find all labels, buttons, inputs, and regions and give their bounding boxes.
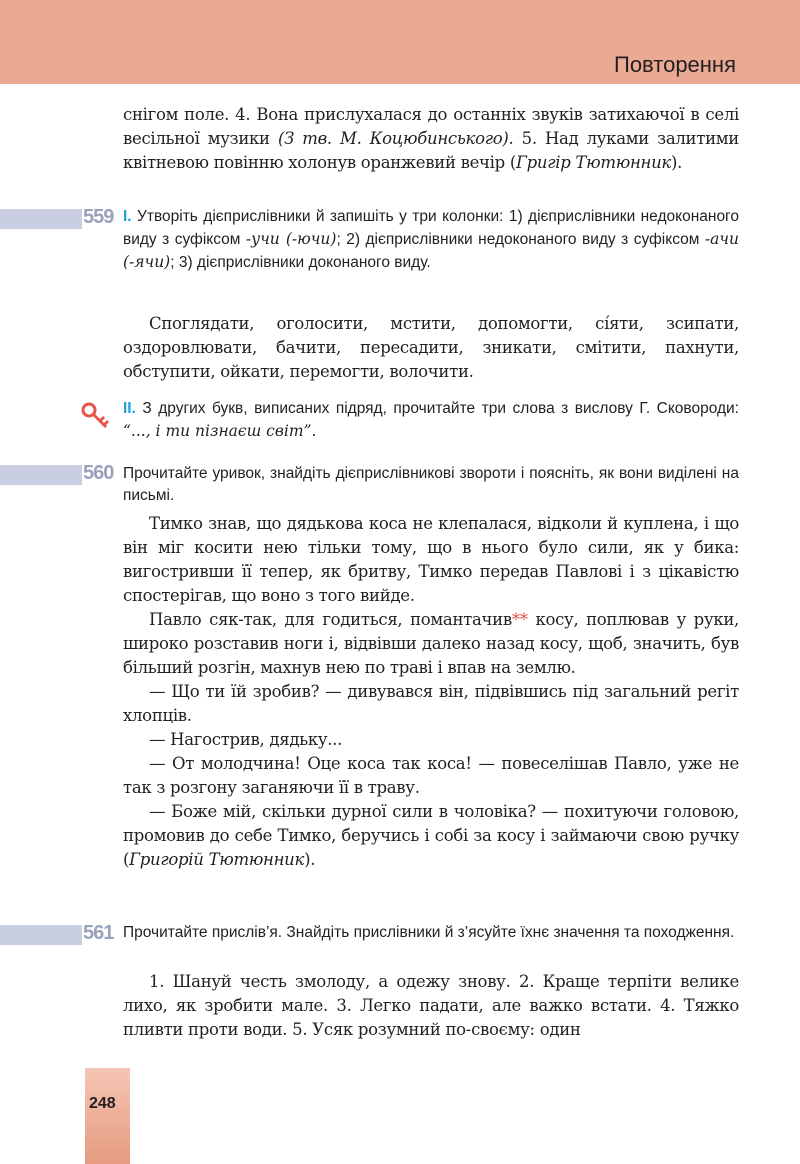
passage-p2-end: косу, поплював у руки, широко розставив ноги і, відвівши далеко назад косу, щоб, значить, був більший розгін, махнув нею по траві і впав на землю. — [123, 610, 740, 677]
task-text-a: Утворіть дієприслівники й запишіть у три колонки: 1) дієприслівники недоконаного виду з суфіксом — [123, 208, 739, 248]
key-icon — [80, 400, 112, 432]
passage-paragraph-6 — [123, 800, 739, 872]
passage-p6-text: — Боже мій, скільки дурної сили в чоловіка? — похитуючи головою, промовив до себе Тимко, беручись і собі за косу і займаючи свою ручку ( — [123, 802, 739, 869]
exercise-560-text — [123, 512, 739, 872]
intro-text-end: ). — [670, 153, 683, 172]
intro-paragraph — [123, 103, 739, 175]
section-title: Повторення — [614, 52, 736, 77]
exercise-number-559: 559 — [83, 206, 114, 228]
intro-text-2: 5. Над луками залитими квітневою повінню холонув оранжевий вечір ( — [123, 129, 740, 172]
passage-p2-start: Павло сяк-так, для годиться, помантачив — [149, 610, 512, 629]
exercise-559-part2 — [123, 398, 739, 443]
skovoroda-quote: “..., і ти пізнаєш світ”. — [123, 422, 317, 440]
passage-paragraph-2 — [123, 608, 739, 680]
passage-author: Григорій Тютюнник — [129, 850, 305, 869]
exercise-number-561: 561 — [83, 922, 114, 944]
task-text-b: ; 2) дієприслівники недоконаного виду з суфіксом — [336, 231, 705, 248]
suffix-1: -учи (-ючи) — [245, 230, 337, 248]
passage-paragraph-4: — Нагострив, дядьку... — [149, 730, 343, 749]
footnote-stars: ** — [511, 610, 528, 629]
roman-numeral-1: I. — [123, 208, 132, 225]
passage-p6-end: ). — [304, 850, 316, 869]
roman-numeral-2: II. — [123, 400, 136, 417]
passage-paragraph-5: — От молодчина! Оце коса так коса! — повеселішав Павло, уже не так з розгону заганяючи її в траву. — [123, 754, 739, 797]
intro-author-1: (З тв. М. Коцюбинського). — [277, 129, 514, 148]
exercise-marker-bar — [0, 925, 82, 945]
exercise-560-task: Прочитайте уривок, знайдіть дієприслівникові звороти і поясніть, як вони виділені на письмі. — [123, 465, 739, 504]
exercise-561-text — [123, 970, 739, 1042]
proverbs-paragraph: 1. Шануй честь змолоду, а одежу знову. 2. Краще терпіти велике лихо, як зробити мале. 3. Легко падати, але важко встати. 4. Тяжко пливти проти води. 5. Усяк розумний по-своєму: один — [123, 972, 739, 1039]
page-number-strip — [85, 1068, 130, 1164]
exercise-marker-bar — [0, 209, 82, 229]
suffix-2: -ачи (-ячи) — [123, 230, 739, 271]
exercise-559-words — [123, 312, 739, 384]
exercise-561-task: Прочитайте прислів’я. Знайдіть прислівники й з’ясуйте їхнє значення та походження. — [123, 924, 735, 941]
passage-paragraph-3: — Що ти їй зробив? — дивувався він, підвівшись під загальний регіт хлопців. — [123, 682, 739, 725]
intro-author-2: Григір Тютюнник — [516, 153, 671, 172]
part2-text: З других букв, виписаних підряд, прочитайте три слова з вислову Г. Сковороди: — [135, 400, 739, 417]
exercise-marker-bar — [0, 465, 82, 485]
word-list: Споглядати, оголосити, мстити, допомогти, сі́яти, зсипати, оздоровлювати, бачити, пересадити, зникати, смітити, пахнути, обступити, ойкати, перемогти, волочити. — [123, 314, 739, 381]
task-text-c: ; 3) дієприслівники доконаного виду. — [170, 254, 431, 271]
exercise-559-task — [123, 206, 739, 274]
page-number: 248 — [89, 1095, 116, 1112]
passage-paragraph-1: Тимко знав, що дядькова коса не клепалася, відколи й куплена, і що він міг косити нею тільки тому, що в нього було сили, як у бика: вигостривши її тепер, як бритву, Тимко передав Павлові і з цікавістю спостерігав, що воно з того вийде. — [123, 514, 739, 605]
intro-text-1: снігом поле. 4. Вона прислухалася до останніх звуків затихаючої в селі весільної музики — [123, 105, 739, 148]
exercise-number-560: 560 — [83, 462, 114, 484]
